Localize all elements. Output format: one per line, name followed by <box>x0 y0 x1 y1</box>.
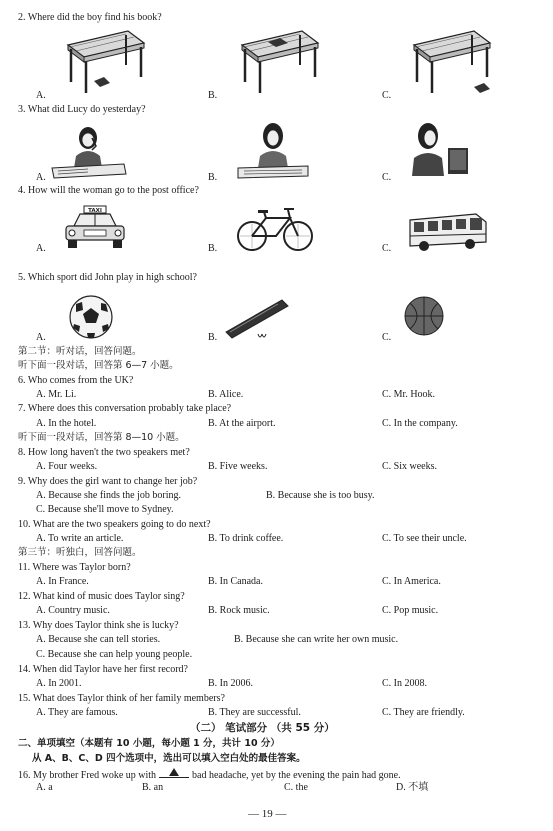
question-11: 11. Where was Taylor born? <box>18 562 131 573</box>
q16-option-b: B. an <box>142 782 164 793</box>
q14-option-a: A. In 2001. <box>36 678 82 689</box>
q9-option-c: C. Because she'll move to Sydney. <box>36 504 174 515</box>
q7-option-c: C. In the company. <box>382 418 458 429</box>
q5-option-c: C. <box>382 332 392 343</box>
q10-option-c: C. To see their uncle. <box>382 533 467 544</box>
girl-at-computer-image <box>404 120 478 178</box>
question-16 <box>18 767 401 782</box>
q11-option-c: C. In America. <box>382 576 441 587</box>
question-10: 10. What are the two speakers going to do next? <box>18 519 211 530</box>
q8-option-b: B. Five weeks. <box>208 461 268 472</box>
single-choice-heading: 二、单项填空（本题有 10 小题，每小题 1 分，共计 10 分） <box>18 738 280 749</box>
q7-option-a: A. In the hotel. <box>36 418 97 429</box>
q15-option-b: B. They are successful. <box>208 707 301 718</box>
q16-option-a: A. a <box>36 782 53 793</box>
q5-option-b: B. <box>208 332 218 343</box>
question-6: 6. Who comes from the UK? <box>18 375 134 386</box>
q3-option-c: C. <box>382 172 392 183</box>
q12-option-b: B. Rock music. <box>208 605 270 616</box>
section-3-heading: 第三节：听独白，回答问题。 <box>18 547 142 558</box>
answer-blank <box>159 767 189 778</box>
q8-option-c: C. Six weeks. <box>382 461 437 472</box>
section-2-intro-1: 听下面一段对话，回答第 6—7 小题。 <box>18 360 179 371</box>
question-4: 4. How will the woman go to the post office? <box>18 185 199 196</box>
q2-option-c: C. <box>382 90 392 101</box>
q2-option-b: B. <box>208 90 218 101</box>
question-15: 15. What does Taylor think of her family members? <box>18 693 225 704</box>
q16-option-d: D. 不填 <box>396 782 429 793</box>
soccer-ball-image <box>68 294 114 340</box>
table-with-book-on-top-image <box>232 27 322 95</box>
page-number: — 19 — <box>248 808 287 820</box>
taxi-image <box>62 204 128 250</box>
q14-option-c: C. In 2008. <box>382 678 427 689</box>
q6-option-c: C. Mr. Hook. <box>382 389 436 400</box>
q12-option-c: C. Pop music. <box>382 605 439 616</box>
q6-option-a: A. Mr. Li. <box>36 389 77 400</box>
q15-option-c: C. They are friendly. <box>382 707 465 718</box>
q4-option-c: C. <box>382 243 392 254</box>
q11-option-a: A. In France. <box>36 576 89 587</box>
bus-image <box>408 212 488 252</box>
q10-option-a: A. To write an article. <box>36 533 124 544</box>
single-choice-instruction: 从 A、B、C、D 四个选项中，选出可以填入空白处的最佳答案。 <box>32 753 306 764</box>
q16-option-c: C. the <box>284 782 308 793</box>
q13-option-a: A. Because she can tell stories. <box>36 634 161 645</box>
q16-text-after: bad headache, yet by the evening the pain had gone. <box>192 770 401 781</box>
q3-option-a: A. <box>36 172 46 183</box>
question-2: 2. Where did the boy find his book? <box>18 12 162 23</box>
q16-text-before: 16. My brother Fred woke up with <box>18 770 157 781</box>
q12-option-a: A. Country music. <box>36 605 110 616</box>
q15-option-a: A. They are famous. <box>36 707 118 718</box>
question-7: 7. Where does this conversation probably take place? <box>18 403 232 414</box>
q11-option-b: B. In Canada. <box>208 576 263 587</box>
q9-option-a: A. Because she finds the job boring. <box>36 490 181 501</box>
table-with-book-beside-image <box>404 27 494 95</box>
girl-on-phone-at-desk-image <box>48 124 128 180</box>
q4-option-b: B. <box>208 243 218 254</box>
q4-option-a: A. <box>36 243 46 254</box>
girl-writing-at-desk-image <box>236 120 310 180</box>
question-13: 13. Why does Taylor think she is lucky? <box>18 620 179 631</box>
question-5: 5. Which sport did John play in high school? <box>18 272 197 283</box>
question-14: 14. When did Taylor have her first record? <box>18 664 188 675</box>
q2-option-a: A. <box>36 90 46 101</box>
q6-option-b: B. Alice. <box>208 389 244 400</box>
section-2-intro-2: 听下面一段对话，回答第 8—10 小题。 <box>18 432 185 443</box>
question-3: 3. What did Lucy do yesterday? <box>18 104 146 115</box>
triangle-marker-icon <box>169 768 179 776</box>
bicycle-image <box>236 204 314 252</box>
q8-option-a: A. Four weeks. <box>36 461 98 472</box>
q7-option-b: B. At the airport. <box>208 418 276 429</box>
basketball-image <box>404 296 444 336</box>
section-2-heading: 第二节：听对话，回答问题。 <box>18 346 142 357</box>
q13-option-c: C. Because she can help young people. <box>36 649 193 660</box>
table-with-book-under-image <box>58 27 148 95</box>
q13-option-b: B. Because she can write her own music. <box>234 634 399 645</box>
baseball-bat-image <box>222 296 296 342</box>
q5-option-a: A. <box>36 332 46 343</box>
q3-option-b: B. <box>208 172 218 183</box>
written-part-title: （二） 笔试部分 （共 55 分） <box>190 722 335 734</box>
taxi-sign-text: TAXI <box>88 208 102 214</box>
question-8: 8. How long haven't the two speakers met? <box>18 447 190 458</box>
q14-option-b: B. In 2006. <box>208 678 253 689</box>
question-12: 12. What kind of music does Taylor sing? <box>18 591 185 602</box>
question-9: 9. Why does the girl want to change her job? <box>18 476 198 487</box>
q10-option-b: B. To drink coffee. <box>208 533 284 544</box>
q9-option-b: B. Because she is too busy. <box>266 490 375 501</box>
